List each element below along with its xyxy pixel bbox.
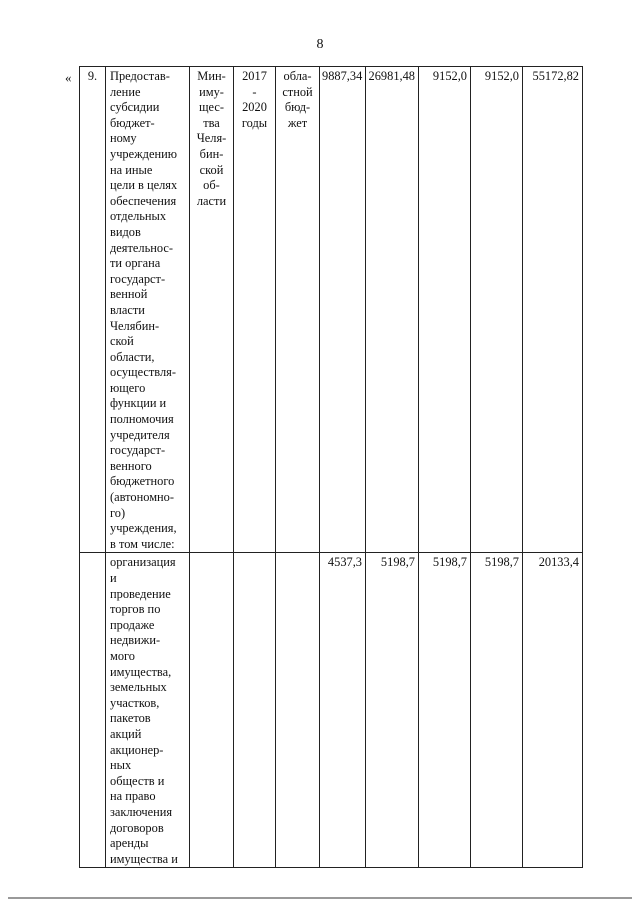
funding-source-cell: обла- стной бюд- жет	[276, 67, 320, 553]
executor-cell: Мин- иму- щес- тва Челя- бин- ской об- ласти	[190, 67, 234, 553]
value-2020: 9152,0	[471, 67, 523, 553]
row-number: 9.	[80, 67, 106, 553]
value-2018: 5198,7	[366, 553, 419, 868]
table-row	[80, 67, 583, 553]
scan-bottom-edge	[8, 897, 632, 899]
executor-cell	[190, 553, 234, 868]
value-total: 20133,4	[523, 553, 583, 868]
funding-source-cell	[276, 553, 320, 868]
value-2019: 5198,7	[419, 553, 471, 868]
opening-quote-mark: «	[65, 70, 72, 85]
value-2020: 5198,7	[471, 553, 523, 868]
table-row	[80, 553, 583, 868]
measure-description: Предостав- ление субсидии бюджет- ному учреждению на иные цели в целях обеспечения отдельных видов деятельнос- ти органа государст- венной власти Челябин- ской области, осуществля- ющего функции и полномочия учредителя государст- венного бюджетного (автономно- го) учреждения, в том числе:	[106, 67, 190, 553]
period-cell	[234, 553, 276, 868]
program-measures-table	[79, 66, 583, 868]
value-2019: 9152,0	[419, 67, 471, 553]
value-total: 55172,82	[523, 67, 583, 553]
row-number	[80, 553, 106, 868]
period-cell: 2017 - 2020 годы	[234, 67, 276, 553]
page-number: 8	[316, 37, 324, 52]
value-2018: 26981,48	[366, 67, 419, 553]
measure-description: организация и проведение торгов по продаже недвижи- мого имущества, земельных участков, пакетов акций акционер- ных обществ и на право заключения договоров аренды имущества и	[106, 553, 190, 868]
value-2017: 4537,3	[320, 553, 366, 868]
value-2017: 9887,34	[320, 67, 366, 553]
